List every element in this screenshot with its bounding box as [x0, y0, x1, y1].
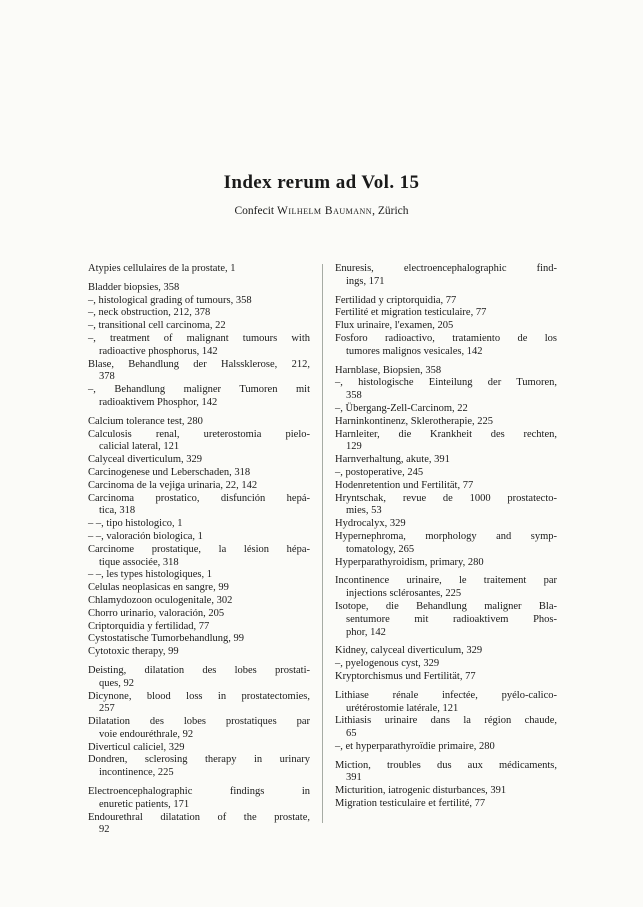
entry-line: Calculosis renal, ureterostomia pielo-: [88, 428, 310, 440]
entry-line: radioactive phosphorus, 142: [99, 345, 218, 357]
entry-line: Fertilité et migration testiculaire, 77: [335, 307, 487, 319]
entry-line: –, treatment of malignant tumours with: [88, 332, 310, 344]
index-group: [335, 365, 557, 570]
index-entry: [88, 416, 310, 429]
entry-line: Micturition, iatrogenic disturbances, 391: [335, 785, 507, 797]
entry-line: Hodenretention und Fertilität, 77: [335, 479, 474, 491]
entry-line: Kidney, calyceal diverticulum, 329: [335, 645, 483, 657]
entry-line: –, postoperative, 245: [335, 466, 424, 478]
entry-line: Fosforo radioactivo, tratamiento de los: [335, 332, 557, 344]
index-entry: [335, 403, 557, 416]
entry-line: Cytotoxic therapy, 99: [88, 646, 179, 658]
index-entry: [88, 295, 310, 308]
index-group: [88, 665, 310, 780]
index-group: [335, 690, 557, 754]
entry-line: Bladder biopsies, 358: [88, 281, 180, 293]
page-title: Index rerum ad Vol. 15: [223, 172, 420, 193]
index-entry: [88, 467, 310, 480]
index-entry: [88, 665, 310, 691]
index-entry: [335, 785, 557, 798]
entry-line: Chlamydozoon oculogenitale, 302: [88, 594, 233, 606]
index-entry: [88, 595, 310, 608]
index-column-right: [335, 263, 557, 837]
entry-line: Diverticul caliciel, 329: [88, 741, 185, 753]
index-entry: [335, 263, 557, 289]
index-entry: [88, 621, 310, 634]
index-columns: [88, 263, 558, 837]
entry-line: –, pyelogenous cyst, 329: [335, 658, 440, 670]
index-entry: [88, 569, 310, 582]
entry-line: phor, 142: [346, 626, 386, 638]
entry-line: – –, valoración biologica, 1: [88, 530, 203, 542]
index-entry: [88, 518, 310, 531]
index-entry: [335, 320, 557, 333]
index-entry: [88, 716, 310, 742]
index-entry: [88, 333, 310, 359]
index-entry: [88, 742, 310, 755]
entry-line: Dondren, sclerosing therapy in urinary: [88, 754, 310, 766]
entry-line: Lithiasis urinaire dans la région chaude,: [335, 715, 557, 727]
entry-line: –, Behandlung maligner Tumoren mit: [88, 384, 310, 396]
entry-line: tomatology, 265: [346, 543, 415, 555]
index-entry: [88, 544, 310, 570]
entry-line: Carcinome prostatique, la lésion hépa-: [88, 543, 310, 555]
index-group: [335, 263, 557, 289]
index-column-left: [88, 263, 310, 837]
index-entry: [335, 295, 557, 308]
index-entry: [335, 557, 557, 570]
index-entry: [88, 691, 310, 717]
entry-line: Lithiase rénale infectée, pyélo-calico-: [335, 689, 557, 701]
entry-line: Flux urinaire, l'examen, 205: [335, 320, 454, 332]
entry-line: 358: [346, 390, 362, 402]
entry-line: Criptorquidia y fertilidad, 77: [88, 620, 210, 632]
page-subtitle: [0, 205, 643, 217]
index-group: [88, 282, 310, 410]
entry-line: Miction, troubles dus aux médicaments,: [335, 759, 557, 771]
entry-line: –, transitional cell carcinoma, 22: [88, 320, 226, 332]
entry-line: 391: [346, 772, 362, 784]
index-entry: [335, 333, 557, 359]
entry-line: Harnblase, Biopsien, 358: [335, 364, 442, 376]
index-entry: [335, 658, 557, 671]
entry-line: Harnverhaltung, akute, 391: [335, 454, 450, 466]
index-entry: [335, 365, 557, 378]
index-group: [335, 760, 557, 811]
entry-line: Harnleiter, die Krankheit des rechten,: [335, 428, 557, 440]
subtitle-suffix: , Zürich: [372, 205, 409, 217]
entry-line: 129: [346, 441, 362, 453]
entry-line: tique associée, 318: [99, 556, 179, 568]
entry-line: Endourethral dilatation of the prostate,: [88, 811, 310, 823]
entry-line: mies, 53: [346, 505, 382, 517]
index-entry: [88, 454, 310, 467]
entry-line: 257: [99, 703, 115, 715]
index-entry: [335, 493, 557, 519]
entry-line: incontinence, 225: [99, 767, 174, 779]
column-divider: [322, 264, 323, 823]
index-entry: [88, 307, 310, 320]
entry-line: –, Übergang-Zell-Carcinom, 22: [335, 402, 468, 414]
entry-line: Harninkontinenz, Sklerotherapie, 225: [335, 415, 494, 427]
entry-line: Hyperparathyroidism, primary, 280: [335, 556, 484, 568]
entry-line: Chorro urinario, valoración, 205: [88, 607, 225, 619]
index-entry: [335, 377, 557, 403]
index-entry: [335, 690, 557, 716]
entry-line: –, et hyperparathyroïdie primaire, 280: [335, 740, 495, 752]
entry-line: Deisting, dilatation des lobes prostati-: [88, 664, 310, 676]
index-entry: [88, 786, 310, 812]
entry-line: Carcinoma prostatico, disfunción hepá-: [88, 492, 310, 504]
entry-line: ings, 171: [346, 275, 385, 287]
index-entry: [335, 467, 557, 480]
entry-line: enuretic patients, 171: [99, 798, 190, 810]
index-entry: [88, 359, 310, 385]
entry-line: Isotope, die Behandlung maligner Bla-: [335, 600, 557, 612]
entry-line: radioaktivem Phosphor, 142: [99, 396, 218, 408]
entry-line: Hydrocalyx, 329: [335, 518, 406, 530]
entry-line: Calcium tolerance test, 280: [88, 415, 203, 427]
entry-line: – –, les types histologiques, 1: [88, 569, 212, 581]
index-entry: [88, 263, 310, 276]
index-entry: [88, 429, 310, 455]
index-entry: [88, 531, 310, 544]
index-entry: [335, 671, 557, 684]
entry-line: Electroencephalographic findings in: [88, 786, 310, 798]
entry-line: – –, tipo histologico, 1: [88, 518, 183, 530]
index-entry: [88, 582, 310, 595]
entry-line: Migration testiculaire et fertilité, 77: [335, 798, 486, 810]
entry-line: –, histological grading of tumours, 358: [88, 294, 252, 306]
index-entry: [335, 429, 557, 455]
index-entry: [88, 633, 310, 646]
entry-line: ques, 92: [99, 677, 134, 689]
index-entry: [335, 741, 557, 754]
entry-line: calicial lateral, 121: [99, 441, 180, 453]
entry-line: Carcinogenese und Leberschaden, 318: [88, 466, 251, 478]
entry-line: Blase, Behandlung der Halssklerose, 212,: [88, 358, 310, 370]
entry-line: Celulas neoplasicas en sangre, 99: [88, 582, 229, 594]
entry-line: Hryntschak, revue de 1000 prostatecto-: [335, 492, 557, 504]
entry-line: Enuresis, electroencephalographic find-: [335, 263, 557, 274]
entry-line: tica, 318: [99, 505, 136, 517]
entry-line: –, neck obstruction, 212, 378: [88, 307, 211, 319]
entry-line: Fertilidad y criptorquidia, 77: [335, 294, 457, 306]
index-entry: [88, 493, 310, 519]
index-group: [335, 295, 557, 359]
entry-line: 92: [99, 824, 110, 836]
index-entry: [88, 480, 310, 493]
index-group: [335, 575, 557, 639]
entry-line: Hypernephroma, morphology and symp-: [335, 530, 557, 542]
index-entry: [88, 754, 310, 780]
entry-line: injections sclérosantes, 225: [346, 588, 462, 600]
subtitle-author-name: Wilhelm Baumann: [276, 205, 373, 217]
index-group: [335, 645, 557, 683]
index-entry: [335, 798, 557, 811]
entry-line: 65: [346, 728, 357, 740]
entry-line: tumores malignos vesicales, 142: [346, 345, 483, 357]
entry-line: Incontinence urinaire, le traitement par: [335, 575, 557, 587]
entry-line: urétérostomie latérale, 121: [346, 702, 459, 714]
entry-line: voie endouréthrale, 92: [99, 728, 194, 740]
entry-line: Calyceal diverticulum, 329: [88, 454, 203, 466]
index-entry: [88, 384, 310, 410]
index-entry: [335, 518, 557, 531]
index-entry: [335, 531, 557, 557]
entry-line: –, histologische Einteilung der Tumoren,: [335, 377, 557, 389]
index-group: [88, 263, 310, 276]
index-entry: [335, 480, 557, 493]
index-entry: [88, 812, 310, 838]
entry-line: Cystostatische Tumorbehandlung, 99: [88, 633, 245, 645]
index-group: [88, 786, 310, 837]
index-entry: [88, 320, 310, 333]
entry-line: sentumore mit radioaktivem Phos-: [346, 613, 557, 625]
index-entry: [335, 601, 557, 639]
index-entry: [88, 646, 310, 659]
index-entry: [335, 307, 557, 320]
subtitle-prefix: Confecit: [234, 205, 277, 217]
index-entry: [335, 645, 557, 658]
index-entry: [335, 715, 557, 741]
index-entry: [335, 760, 557, 786]
entry-line: Atypies cellulaires de la prostate, 1: [88, 263, 236, 274]
entry-line: Dilatation des lobes prostatiques par: [88, 716, 310, 728]
index-entry: [335, 575, 557, 601]
entry-line: Kryptorchismus und Fertilität, 77: [335, 670, 476, 682]
index-entry: [88, 608, 310, 621]
entry-line: 378: [99, 371, 115, 383]
index-entry: [88, 282, 310, 295]
index-group: [88, 416, 310, 659]
index-entry: [335, 416, 557, 429]
index-entry: [335, 454, 557, 467]
entry-line: Dicynone, blood loss in prostatectomies,: [88, 690, 310, 702]
entry-line: Carcinoma de la vejiga urinaria, 22, 142: [88, 479, 258, 491]
